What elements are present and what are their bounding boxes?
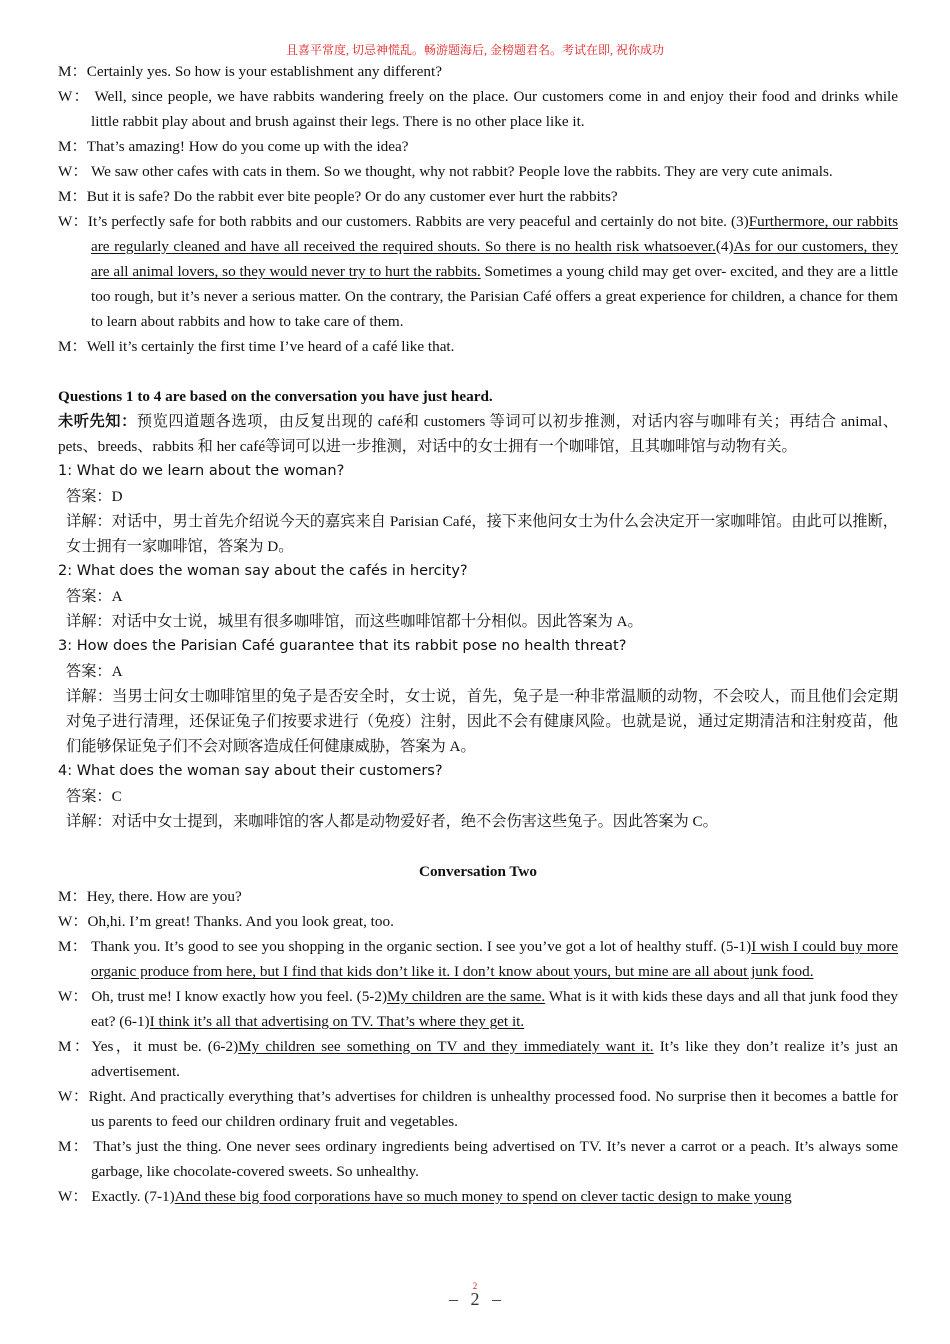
conv2-turn-8-text-a: W： Exactly. (7-1) <box>58 1188 175 1205</box>
conv2-turn-5 <box>58 1034 898 1084</box>
conv1-turn-6-text-c: Sometimes a young child may get over- excited, and they are a little too rough, but it’s never a serious matter. On the contrary, the Parisian Café offers a great experience for children, a chance for them to learn about rabbits and how to take care of them. <box>91 263 899 330</box>
conv2-turn-5-text-b: It’s like they don’t realize it’s just an advertisement. <box>91 1038 898 1080</box>
conv1-turn-6 <box>58 209 898 334</box>
conv2-turn-3 <box>58 934 898 984</box>
conv2-turn-8 <box>58 1184 898 1209</box>
conv2-turn-5-underline-1: My children see something on TV and they immediately want it. <box>238 1038 654 1055</box>
conv2-turn-4-text-a: W： Oh, trust me! I know exactly how you feel. (5-2) <box>58 988 388 1005</box>
explanation-2: 详解：对话中女士说，城里有很多咖啡馆，而这些咖啡馆都十分相似。因此答案为 A。 <box>66 613 643 630</box>
conv1-turn-6-text-b: (4) <box>715 238 734 255</box>
spacer <box>58 359 898 384</box>
footer-dash-left: – <box>449 1289 458 1309</box>
conv1-turn-6-underline-2: As for our customers, they are all animal lovers, so they would never try to hurt the rabbits. <box>91 238 898 280</box>
conv1-turn-4: W： We saw other cafes with cats in them. So we thought, why not rabbit? People love the rabbits. They are very cute animals. <box>58 163 833 180</box>
answer-3: 答案：A <box>66 663 123 680</box>
preview-text: 预览四道题各选项，由反复出现的 café和 customers 等词可以初步推测，对话内容与咖啡有关；再结合 animal、pets、breeds、rabbits 和 her café等词可以进一步推测，对话中的女士拥有一个咖啡馆，且其咖啡馆与动物有关。 <box>58 413 898 455</box>
conversation-two-title: Conversation Two <box>419 863 537 880</box>
conv2-turn-4-underline-1: My children are the same. <box>387 988 546 1005</box>
conv2-turn-2: W：Oh,hi. I’m great! Thanks. And you look great, too. <box>58 913 394 930</box>
conv2-turn-7: M： That’s just the thing. One never sees ordinary ingredients being advertised on TV. It’s never a carrot or a peach. It’s always some garbage, like chocolate-covered sweets. So unhealthy. <box>58 1138 898 1180</box>
page-number-small: 2 <box>472 1281 478 1291</box>
conv2-turn-4 <box>58 984 898 1034</box>
page-header: 且喜平常度, 切忌神慌乱。畅游题海后, 金榜题君名。考试在即, 祝你成功 <box>285 43 664 57</box>
conv1-turn-3: M：That’s amazing! How do you come up with the idea? <box>58 138 409 155</box>
answer-4: 答案：C <box>66 788 122 805</box>
answer-2: 答案：A <box>66 588 123 605</box>
conv2-turn-5-text-a: M：Yes，it must be. (6-2) <box>58 1038 239 1055</box>
question-2: 2: What does the woman say about the cafés in hercity? <box>58 563 468 579</box>
explanation-1: 详解：对话中，男士首先介绍说今天的嘉宾来自 Parisian Café，接下来他问女士为什么会决定开一家咖啡馆。由此可以推断，女士拥有一家咖啡馆，答案为 D。 <box>66 513 898 555</box>
question-3: 3: How does the Parisian Café guarantee that its rabbit pose no health threat? <box>58 638 627 654</box>
footer-dash-right: – <box>492 1289 501 1309</box>
spacer <box>58 834 898 859</box>
preview-label: 未听先知： <box>58 413 137 430</box>
question-4: 4: What does the woman say about their customers? <box>58 763 443 779</box>
conv2-turn-1: M：Hey, there. How are you? <box>58 888 242 905</box>
conv1-turn-6-underline-1: Furthermore, our rabbits are regularly cleaned and have all received the required shouts. So there is no health risk whatsoever. <box>91 213 899 255</box>
page-number: 2 <box>470 1289 480 1309</box>
conv1-turn-6-text-a: W：It’s perfectly safe for both rabbits and our customers. Rabbits are very peaceful and certainly do not bite. (3) <box>58 213 749 230</box>
conv2-turn-3-underline-1: I wish I could buy more organic produce from here, but I find that kids don’t like it. I don’t know about yours, but mine are all about junk food. <box>91 938 898 980</box>
preview-paragraph <box>58 409 898 459</box>
document-body <box>58 59 898 1209</box>
conv2-turn-3-text-a: M： Thank you. It’s good to see you shopping in the organic section. I see you’ve got a lot of healthy stuff. (5-1) <box>58 938 752 955</box>
conv2-turn-8-underline-1: And these big food corporations have so much money to spend on clever tactic design to make young <box>174 1188 792 1205</box>
page-number-wrap <box>463 1281 488 1310</box>
conv1-turn-5: M：But it is safe? Do the rabbit ever bite people? Or do any customer ever hurt the rabbits? <box>58 188 618 205</box>
conv2-turn-6: W：Right. And practically everything that’s advertises for children is unhealthy processed food. No surprise then it becomes a battle for us parents to feed our children ordinary fruit and vegetables. <box>58 1088 898 1130</box>
answer-1: 答案：D <box>66 488 123 505</box>
page-footer <box>0 1281 950 1310</box>
explanation-3: 详解：当男士问女士咖啡馆里的兔子是否安全时，女士说，首先，兔子是一种非常温顺的动物，不会咬人，而且他们会定期对兔子进行清理，还保证兔子们按要求进行（免疫）注射，因此不会有健康风险。也就是说，通过定期清洁和注射疫苗，他们能够保证兔子们不会对顾客造成任何健康威胁，答案为 A。 <box>66 688 898 755</box>
questions-heading: Questions 1 to 4 are based on the conversation you have just heard. <box>58 388 493 405</box>
conv2-turn-4-text-b: What is it with kids these days and all that junk food they eat? (6-1) <box>91 988 898 1030</box>
conv1-turn-1: M：Certainly yes. So how is your establishment any different? <box>58 63 442 80</box>
question-1: 1: What do we learn about the woman? <box>58 463 345 479</box>
conv2-turn-4-underline-2: I think it’s all that advertising on TV. That’s where they get it. <box>149 1013 525 1030</box>
conv1-turn-7: M：Well it’s certainly the first time I’ve heard of a café like that. <box>58 338 455 355</box>
explanation-4: 详解：对话中女士提到，来咖啡馆的客人都是动物爱好者，绝不会伤害这些兔子。因此答案为 C。 <box>66 813 718 830</box>
conv1-turn-2: W： Well, since people, we have rabbits wandering freely on the place. Our customers come in and enjoy their food and drinks while little rabbit play about and brush against their legs. There is no other place like it. <box>58 88 898 130</box>
